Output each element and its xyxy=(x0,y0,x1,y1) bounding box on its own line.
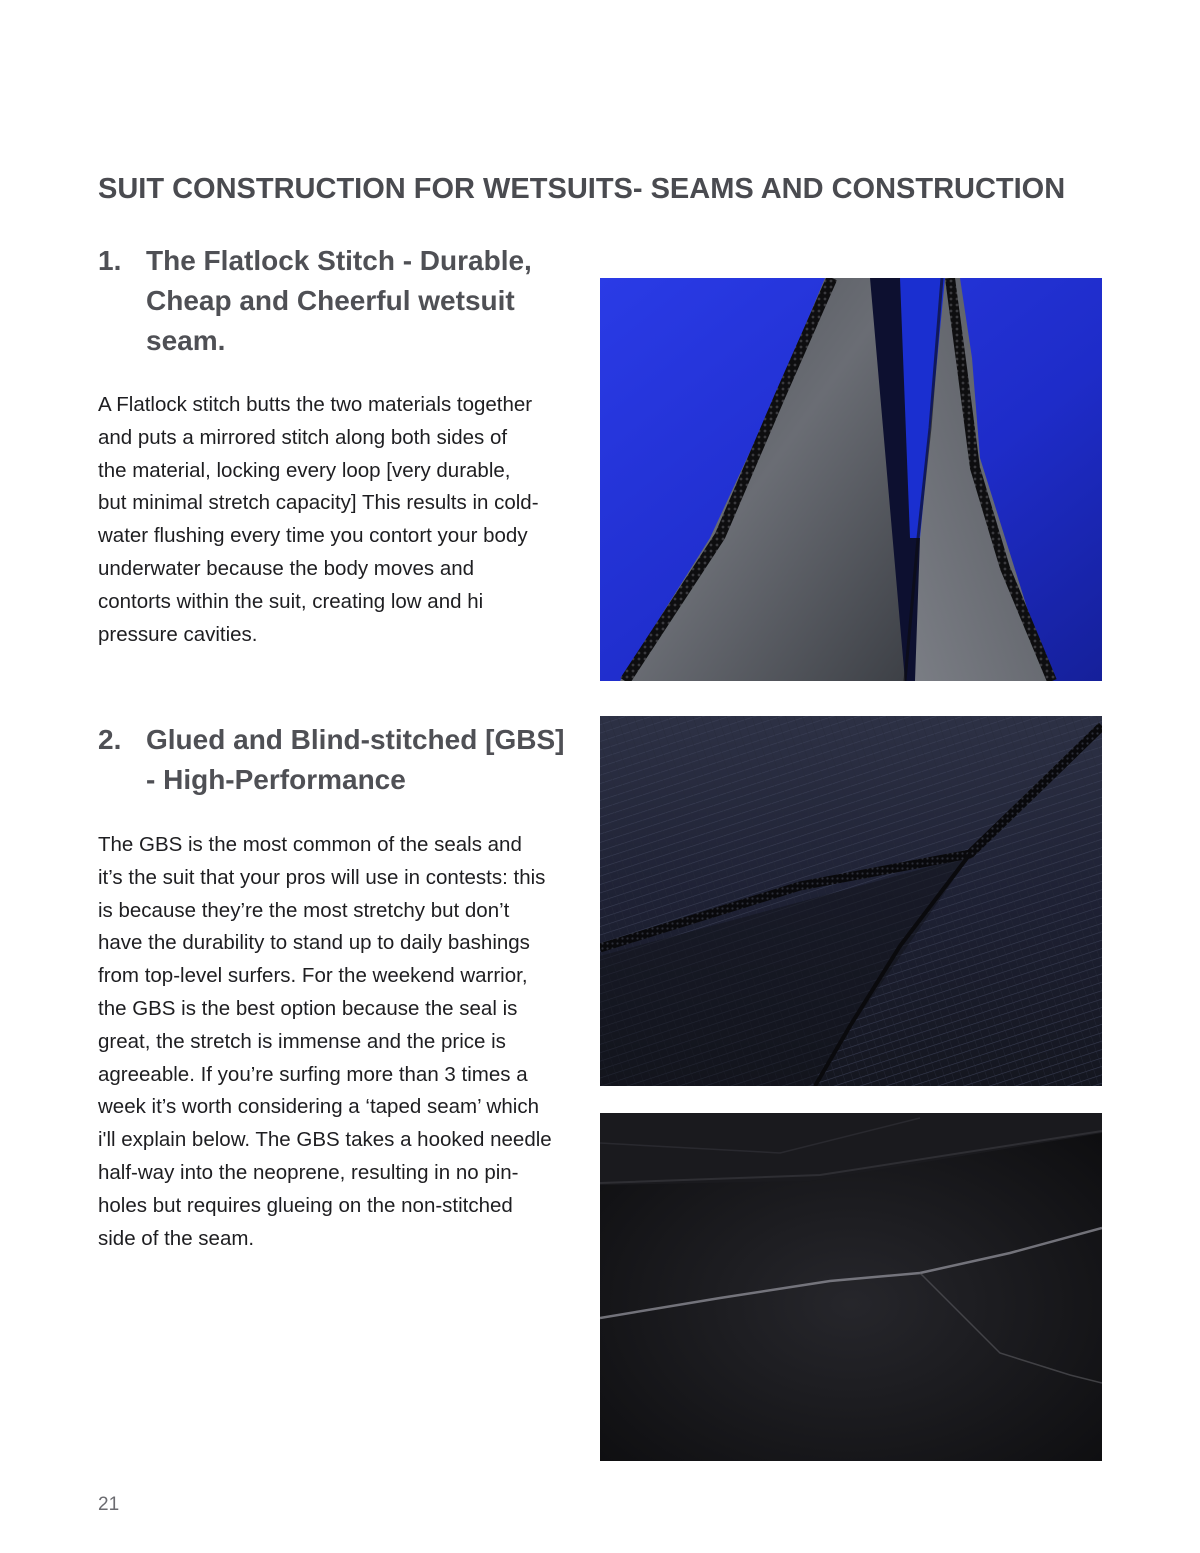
section-number: 1. xyxy=(98,245,122,276)
section-heading-flatlock xyxy=(98,241,566,361)
section-heading-text: The Flatlock Stitch - Durable, Cheap and Cheerful wetsuit seam. xyxy=(146,245,532,356)
section-body-gbs: The GBS is the most common of the seals and it’s the suit that your pros will use in contests: this is because they’re the most stretchy but don’t have the durability to stand up to daily bashings from top-level surfers. For the weekend warrior, the GBS is the best option because the seal is great, the stretch is immense and the price is agreeable. If you’re surfing more than 3 times a week it’s worth considering a ‘taped seam’ which i'll explain below. The GBS takes a hooked needle half-way into the neoprene, resulting in no pin- holes but requires glueing on the non-stitched side of the seam. xyxy=(98,833,552,1250)
gbs-seam-photo xyxy=(600,716,1102,1086)
page-number: 21 xyxy=(98,1494,120,1515)
gbs-glued-seam-photo xyxy=(600,1113,1102,1461)
section-heading-gbs xyxy=(98,720,566,800)
section-body-flatlock: A Flatlock stitch butts the two materials together and puts a mirrored stitch along both sides of the material, locking every loop [very durable, but minimal stretch capacity] This results in cold- water flushing every time you contort your body underwater because the body moves and contorts within the suit, creating low and hi pressure cavities. xyxy=(98,393,539,646)
page-title: SUIT CONSTRUCTION FOR WETSUITS- SEAMS AND CONSTRUCTION xyxy=(98,173,1066,205)
flatlock-seam-photo xyxy=(600,278,1102,681)
section-number: 2. xyxy=(98,724,122,755)
section-heading-text: Glued and Blind-stitched [GBS] - High-Performance xyxy=(146,724,565,795)
